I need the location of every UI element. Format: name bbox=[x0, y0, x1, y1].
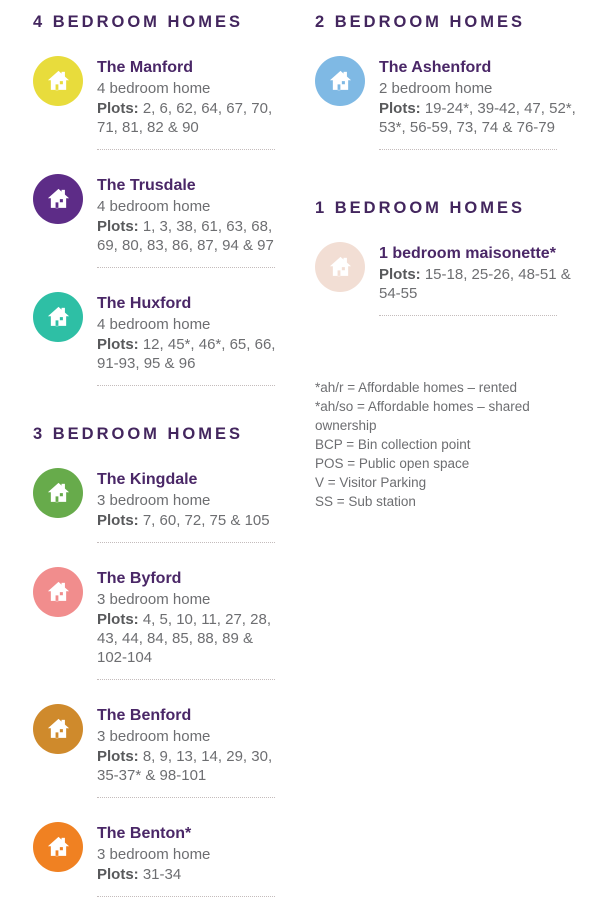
section-heading-2-bedroom: 2 BEDROOM HOMES bbox=[315, 13, 526, 31]
legend-entry-the-manford bbox=[33, 56, 285, 137]
dotted-divider bbox=[97, 149, 275, 150]
home-plots bbox=[97, 99, 285, 137]
dotted-divider bbox=[379, 315, 557, 316]
plots-values: 19-24*, 39-42, 47, 52*, 53*, 56-59, 73, 74 & 76-79 bbox=[379, 100, 576, 136]
house-icon bbox=[33, 567, 83, 617]
note-public-open-space: POS = Public open space bbox=[315, 456, 470, 471]
home-plots bbox=[97, 511, 270, 530]
legend-column-right bbox=[315, 0, 581, 511]
plots-label: Plots: bbox=[379, 100, 421, 117]
plots-label: Plots: bbox=[97, 100, 139, 117]
dotted-divider bbox=[97, 797, 275, 798]
home-plots bbox=[97, 610, 285, 667]
legend-entry-1-bedroom-maisonette bbox=[315, 242, 581, 303]
abbreviation-notes bbox=[315, 378, 581, 511]
dotted-divider bbox=[97, 542, 275, 543]
house-icon bbox=[33, 822, 83, 872]
home-name: The Huxford bbox=[97, 295, 192, 312]
section-heading-4-bedroom: 4 BEDROOM HOMES bbox=[33, 13, 244, 31]
house-icon bbox=[33, 468, 83, 518]
house-icon bbox=[315, 242, 365, 292]
home-subtitle: 4 bedroom home bbox=[97, 316, 211, 333]
plots-values: 31-34 bbox=[142, 866, 182, 883]
note-visitor-parking: V = Visitor Parking bbox=[315, 475, 427, 490]
home-subtitle: 3 bedroom home bbox=[97, 492, 211, 509]
home-name: The Benton* bbox=[97, 825, 192, 842]
legend-entry-the-ashenford bbox=[315, 56, 581, 137]
dotted-divider bbox=[379, 149, 557, 150]
plots-values: 15-18, 25-26, 48-51 & 54-55 bbox=[379, 266, 571, 302]
legend-entry-the-benford bbox=[33, 704, 285, 785]
note-affordable-rented: *ah/r = Affordable homes – rented bbox=[315, 380, 518, 395]
home-plots bbox=[379, 99, 581, 137]
note-bin-collection-point: BCP = Bin collection point bbox=[315, 437, 471, 452]
house-icon bbox=[33, 704, 83, 754]
home-name: The Byford bbox=[97, 570, 182, 587]
dotted-divider bbox=[97, 267, 275, 268]
home-subtitle: 2 bedroom home bbox=[379, 80, 493, 97]
house-icon bbox=[33, 56, 83, 106]
legend-column-left bbox=[33, 0, 285, 897]
note-sub-station: SS = Sub station bbox=[315, 494, 416, 509]
plots-values: 7, 60, 72, 75 & 105 bbox=[142, 512, 270, 529]
dotted-divider bbox=[97, 679, 275, 680]
plots-label: Plots: bbox=[97, 611, 139, 628]
legend-entry-the-trusdale bbox=[33, 174, 285, 255]
house-icon bbox=[33, 292, 83, 342]
home-name: 1 bedroom maisonette* bbox=[379, 245, 556, 262]
home-plots bbox=[379, 265, 581, 303]
plots-label: Plots: bbox=[97, 866, 139, 883]
home-subtitle: 3 bedroom home bbox=[97, 728, 211, 745]
plots-label: Plots: bbox=[379, 266, 421, 283]
home-subtitle: 3 bedroom home bbox=[97, 846, 211, 863]
note-affordable-shared-ownership: *ah/so = Affordable homes – shared ownership bbox=[315, 399, 530, 433]
home-subtitle: 4 bedroom home bbox=[97, 198, 211, 215]
section-heading-3-bedroom: 3 BEDROOM HOMES bbox=[33, 425, 244, 443]
home-plots bbox=[97, 217, 285, 255]
plots-values: 8, 9, 13, 14, 29, 30, 35-37* & 98-101 bbox=[97, 748, 273, 784]
plots-label: Plots: bbox=[97, 748, 139, 765]
home-plots bbox=[97, 865, 210, 884]
home-name: The Ashenford bbox=[379, 59, 492, 76]
plots-label: Plots: bbox=[97, 218, 139, 235]
plots-label: Plots: bbox=[97, 512, 139, 529]
plots-label: Plots: bbox=[97, 336, 139, 353]
section-heading-1-bedroom: 1 BEDROOM HOMES bbox=[315, 199, 526, 217]
home-subtitle: 3 bedroom home bbox=[97, 591, 211, 608]
home-plots bbox=[97, 335, 285, 373]
house-icon bbox=[33, 174, 83, 224]
legend-entry-the-byford bbox=[33, 567, 285, 667]
legend-entry-the-benton bbox=[33, 822, 285, 884]
legend-entry-the-huxford bbox=[33, 292, 285, 373]
home-name: The Kingdale bbox=[97, 471, 198, 488]
home-name: The Trusdale bbox=[97, 177, 196, 194]
plots-values: 1, 3, 38, 61, 63, 68, 69, 80, 83, 86, 87, 94 & 97 bbox=[97, 218, 274, 254]
home-plots bbox=[97, 747, 285, 785]
home-name: The Manford bbox=[97, 59, 193, 76]
home-subtitle: 4 bedroom home bbox=[97, 80, 211, 97]
plots-values: 12, 45*, 46*, 65, 66, 91-93, 95 & 96 bbox=[97, 336, 276, 372]
plots-values: 2, 6, 62, 64, 67, 70, 71, 81, 82 & 90 bbox=[97, 100, 273, 136]
plots-values: 4, 5, 10, 11, 27, 28, 43, 44, 84, 85, 88, 89 & 102-104 bbox=[97, 611, 271, 666]
house-icon bbox=[315, 56, 365, 106]
home-name: The Benford bbox=[97, 707, 192, 724]
dotted-divider bbox=[97, 385, 275, 386]
legend-entry-the-kingdale bbox=[33, 468, 285, 530]
